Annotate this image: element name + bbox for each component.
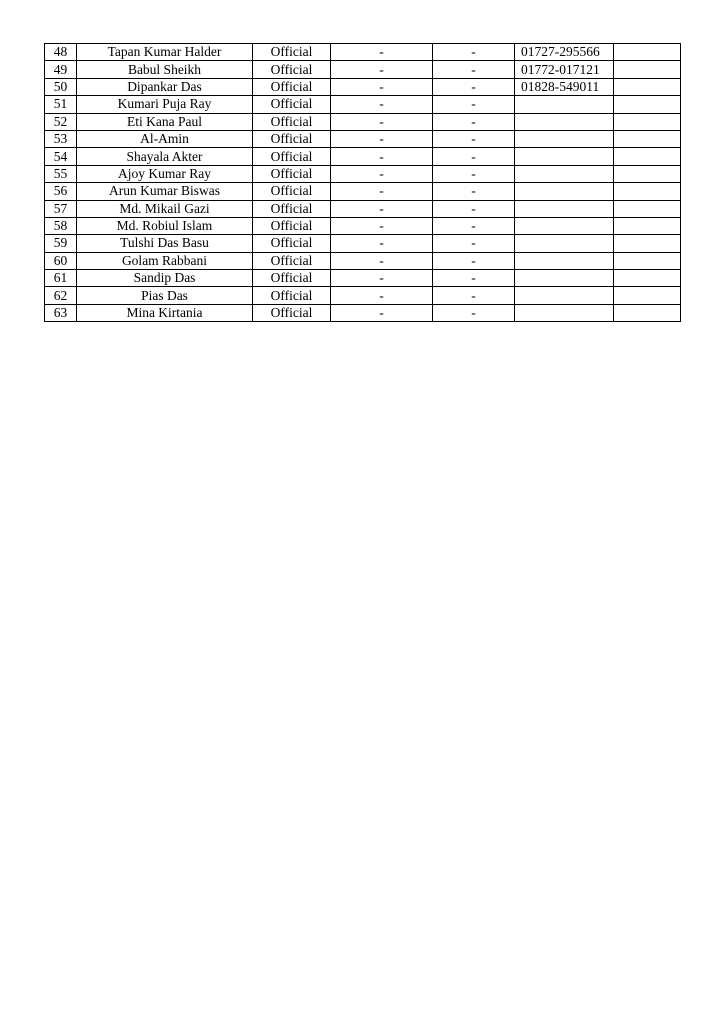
dash-cell: - <box>433 287 515 304</box>
dash-cell: - <box>331 96 433 113</box>
remarks-cell <box>614 130 681 147</box>
serial-number-cell: 58 <box>45 217 77 234</box>
name-cell: Tapan Kumar Halder <box>77 44 253 61</box>
serial-number-cell: 60 <box>45 252 77 269</box>
designation-cell: Official <box>253 183 331 200</box>
name-cell: Kumari Puja Ray <box>77 96 253 113</box>
contact-number-cell <box>515 96 614 113</box>
designation-cell: Official <box>253 61 331 78</box>
remarks-cell <box>614 252 681 269</box>
name-cell: Md. Mikail Gazi <box>77 200 253 217</box>
contact-number-cell <box>515 165 614 182</box>
dash-cell: - <box>331 200 433 217</box>
name-cell: Sandip Das <box>77 270 253 287</box>
designation-cell: Official <box>253 235 331 252</box>
dash-cell: - <box>331 44 433 61</box>
table-row <box>45 44 681 61</box>
serial-number-cell: 55 <box>45 165 77 182</box>
remarks-cell <box>614 183 681 200</box>
dash-cell: - <box>433 78 515 95</box>
dash-cell: - <box>433 44 515 61</box>
table-row <box>45 287 681 304</box>
table-row <box>45 113 681 130</box>
table-row <box>45 130 681 147</box>
dash-cell: - <box>433 270 515 287</box>
contact-number-cell: 01727-295566 <box>515 44 614 61</box>
remarks-cell <box>614 61 681 78</box>
name-cell: Ajoy Kumar Ray <box>77 165 253 182</box>
table-row <box>45 270 681 287</box>
designation-cell: Official <box>253 252 331 269</box>
staff-table-body <box>45 44 681 322</box>
designation-cell: Official <box>253 304 331 321</box>
name-cell: Eti Kana Paul <box>77 113 253 130</box>
serial-number-cell: 56 <box>45 183 77 200</box>
contact-number-cell <box>515 287 614 304</box>
dash-cell: - <box>331 130 433 147</box>
table-row <box>45 200 681 217</box>
contact-number-cell <box>515 235 614 252</box>
dash-cell: - <box>433 304 515 321</box>
dash-cell: - <box>433 200 515 217</box>
dash-cell: - <box>331 61 433 78</box>
name-cell: Mina Kirtania <box>77 304 253 321</box>
dash-cell: - <box>433 96 515 113</box>
dash-cell: - <box>331 165 433 182</box>
contact-number-cell: 01828-549011 <box>515 78 614 95</box>
remarks-cell <box>614 287 681 304</box>
table-row <box>45 165 681 182</box>
designation-cell: Official <box>253 270 331 287</box>
contact-number-cell <box>515 148 614 165</box>
dash-cell: - <box>331 148 433 165</box>
name-cell: Arun Kumar Biswas <box>77 183 253 200</box>
dash-cell: - <box>331 287 433 304</box>
remarks-cell <box>614 96 681 113</box>
remarks-cell <box>614 165 681 182</box>
dash-cell: - <box>331 183 433 200</box>
name-cell: Golam Rabbani <box>77 252 253 269</box>
designation-cell: Official <box>253 217 331 234</box>
dash-cell: - <box>433 252 515 269</box>
contact-number-cell <box>515 200 614 217</box>
name-cell: Dipankar Das <box>77 78 253 95</box>
designation-cell: Official <box>253 130 331 147</box>
dash-cell: - <box>433 165 515 182</box>
contact-number-cell <box>515 252 614 269</box>
contact-number-cell <box>515 304 614 321</box>
serial-number-cell: 53 <box>45 130 77 147</box>
serial-number-cell: 57 <box>45 200 77 217</box>
table-row <box>45 78 681 95</box>
dash-cell: - <box>331 235 433 252</box>
table-row <box>45 96 681 113</box>
table-row <box>45 235 681 252</box>
table-row <box>45 61 681 78</box>
contact-number-cell <box>515 270 614 287</box>
dash-cell: - <box>331 252 433 269</box>
table-row <box>45 148 681 165</box>
serial-number-cell: 54 <box>45 148 77 165</box>
remarks-cell <box>614 200 681 217</box>
name-cell: Pias Das <box>77 287 253 304</box>
serial-number-cell: 62 <box>45 287 77 304</box>
contact-number-cell <box>515 113 614 130</box>
name-cell: Shayala Akter <box>77 148 253 165</box>
designation-cell: Official <box>253 113 331 130</box>
name-cell: Tulshi Das Basu <box>77 235 253 252</box>
dash-cell: - <box>433 235 515 252</box>
designation-cell: Official <box>253 148 331 165</box>
remarks-cell <box>614 148 681 165</box>
table-row <box>45 217 681 234</box>
dash-cell: - <box>331 78 433 95</box>
designation-cell: Official <box>253 78 331 95</box>
remarks-cell <box>614 113 681 130</box>
serial-number-cell: 49 <box>45 61 77 78</box>
contact-number-cell <box>515 217 614 234</box>
dash-cell: - <box>433 113 515 130</box>
contact-number-cell: 01772-017121 <box>515 61 614 78</box>
dash-cell: - <box>331 113 433 130</box>
serial-number-cell: 59 <box>45 235 77 252</box>
dash-cell: - <box>331 270 433 287</box>
remarks-cell <box>614 217 681 234</box>
designation-cell: Official <box>253 96 331 113</box>
remarks-cell <box>614 44 681 61</box>
remarks-cell <box>614 78 681 95</box>
staff-table <box>44 43 681 322</box>
name-cell: Md. Robiul Islam <box>77 217 253 234</box>
designation-cell: Official <box>253 200 331 217</box>
table-row <box>45 183 681 200</box>
remarks-cell <box>614 235 681 252</box>
dash-cell: - <box>331 304 433 321</box>
designation-cell: Official <box>253 287 331 304</box>
name-cell: Babul Sheikh <box>77 61 253 78</box>
remarks-cell <box>614 304 681 321</box>
contact-number-cell <box>515 183 614 200</box>
dash-cell: - <box>433 130 515 147</box>
serial-number-cell: 50 <box>45 78 77 95</box>
serial-number-cell: 51 <box>45 96 77 113</box>
designation-cell: Official <box>253 44 331 61</box>
serial-number-cell: 52 <box>45 113 77 130</box>
designation-cell: Official <box>253 165 331 182</box>
dash-cell: - <box>433 183 515 200</box>
dash-cell: - <box>433 148 515 165</box>
remarks-cell <box>614 270 681 287</box>
serial-number-cell: 63 <box>45 304 77 321</box>
contact-number-cell <box>515 130 614 147</box>
table-row <box>45 304 681 321</box>
serial-number-cell: 61 <box>45 270 77 287</box>
serial-number-cell: 48 <box>45 44 77 61</box>
table-row <box>45 252 681 269</box>
dash-cell: - <box>433 61 515 78</box>
dash-cell: - <box>331 217 433 234</box>
dash-cell: - <box>433 217 515 234</box>
name-cell: Al-Amin <box>77 130 253 147</box>
